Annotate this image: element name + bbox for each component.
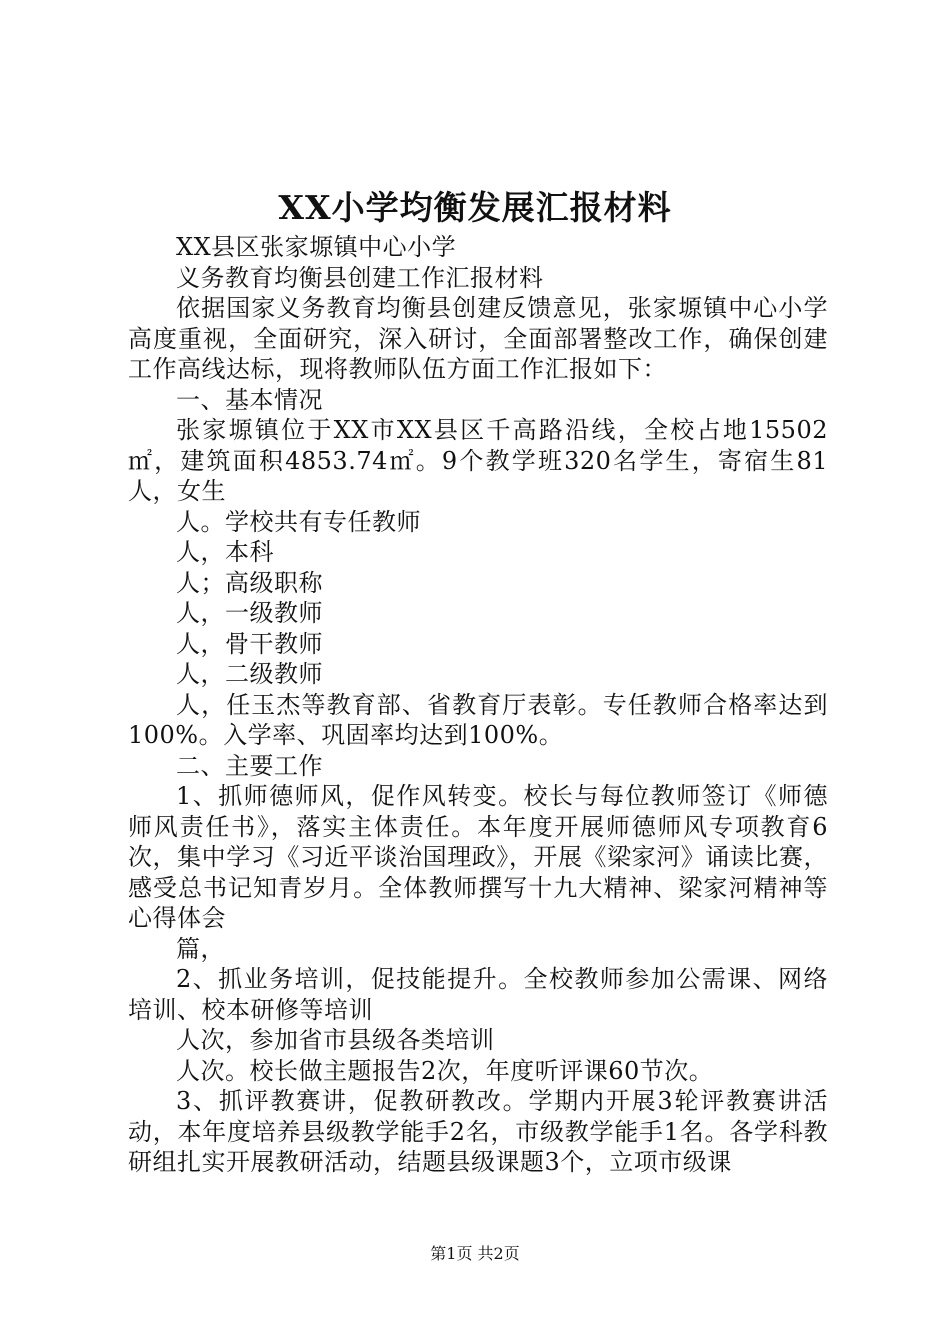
paragraph: 人，骨干教师 [176,629,323,658]
paragraph: 人，任玉杰等教育部、省教育厅表彰。专任教师合格率达到100%。入学率、巩固率均达到100%。 [128,690,828,749]
document-title: XX小学均衡发展汇报材料 [278,188,672,227]
paragraph: 义务教育均衡县创建工作汇报材料 [176,263,544,292]
paragraph: 人次，参加省市县级各类培训 [176,1026,495,1054]
document-body [128,232,828,1178]
paragraph: 依据国家义务教育均衡县创建反馈意见，张家塬镇中心小学高度重视，全面研究，深入研讨，全面部署整改工作，确保创建工作高线达标，现将教师队伍方面工作汇报如下： [128,294,828,383]
paragraph: 2、抓业务培训，促技能提升。全校教师参加公需课、网络培训、校本研修等培训 [128,965,828,1024]
section-heading: 一、基本情况 [176,385,323,414]
paragraph: 1、抓师德师风，促作风转变。校长与每位教师签订《师德师风责任书》，落实主体责任。本年度开展师德师风专项教育6次，集中学习《习近平谈治国理政》，开展《梁家河》诵读比赛，感受总书记知青岁月。全体教师撰写十九大精神、梁家河精神等心得体会 [128,782,828,932]
paragraph: 人，一级教师 [176,599,323,627]
paragraph: 3、抓评教赛讲，促教研教改。学期内开展3轮评教赛讲活动，本年度培养县级教学能手2名，市级教学能手1名。各学科教研组扎实开展教研活动，结题县级课题3个，立项市级课 [128,1087,828,1176]
paragraph: 人；高级职称 [176,568,323,597]
page-number-footer: 第1页 共2页 [430,1244,520,1263]
paragraph: 人次。校长做主题报告2次，年度听评课60节次。 [176,1056,714,1085]
paragraph: 篇， [176,934,225,963]
paragraph: 张家塬镇位于XX市XX县区千高路沿线，全校占地15502㎡，建筑面积4853.74㎡。9个教学班320名学生，寄宿生81人，女生 [128,416,828,505]
paragraph: 人，本科 [176,538,274,566]
section-heading: 二、主要工作 [176,751,323,780]
paragraph: XX县区张家塬镇中心小学 [176,233,457,261]
paragraph: 人。学校共有专任教师 [176,507,421,536]
paragraph: 人，二级教师 [176,660,323,688]
